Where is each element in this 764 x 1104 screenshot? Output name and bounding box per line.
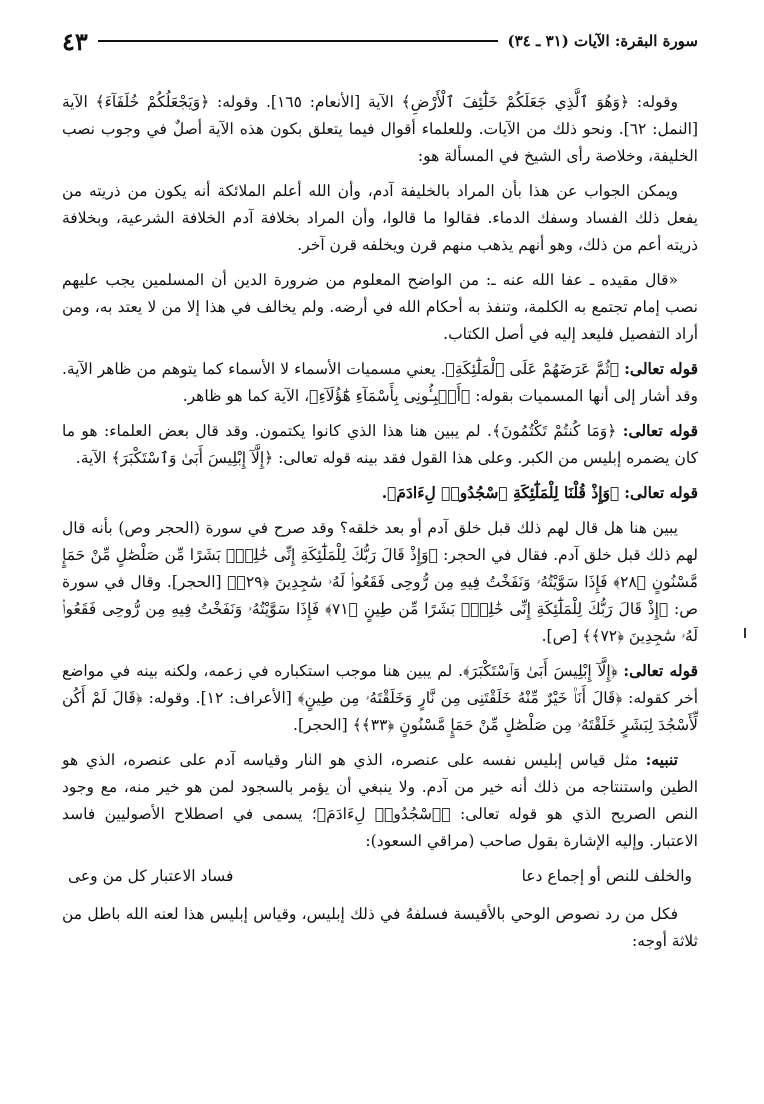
verse-second-hemistich: فساد الاعتبار كل من وعى — [68, 867, 234, 885]
poetry-verse — [68, 862, 692, 890]
paragraph-text: ﴿وَإِذْ قُلْنَا لِلْمَلَٰٓئِكَةِ ٱسْجُدُوا۟ لِءَادَمَ﴾. — [381, 483, 620, 502]
paragraph — [62, 900, 698, 955]
paragraph-text: ويمكن الجواب عن هذا بأن المراد بالخليفة آدم، وأن الله أعلم الملائكة أنه يكون من ذريته من يفعل ذلك الفساد وسفك الدماء. فقالوا ما قالوا، وأن المراد بخلافة آدم الخلافة الشرعية، وبخلافة ذريته أعم من ذلك، وهو أنهم يذهب منهم قرن ويخلفه قرن آخر. — [62, 182, 698, 254]
verse-first-hemistich: والخلف للنص أو إجماع دعا — [521, 867, 692, 885]
paragraph — [62, 657, 698, 739]
paragraph-text: ﴿إِلَّآ إِبْلِيسَ أَبَىٰ وَٱسْتَكْبَرَ﴾. لم يبين هنا موجب استكباره في زعمه، ولكنه بينه في مواضع أخر كقوله: ﴿قَالَ أَنَا۠ خَيْرٌ مِّنْهُ خَلَقْتَنِى مِن نَّارٍ وَخَلَقْتَهُۥ مِن طِينٍ﴾ [الأعراف: ١٢]. وقوله: ﴿قَالَ لَمْ أَكُن لِّأَسْجُدَ لِبَشَرٍ خَلَقْتَهُۥ مِن صَلْصَٰلٍ مِّنْ حَمَإٍ مَّسْنُونٍ ﴿٣٣﴾﴾ [الحجر]. — [62, 662, 698, 734]
paragraph — [62, 479, 698, 507]
paragraph — [62, 177, 698, 259]
paragraph — [62, 417, 698, 472]
paragraph-lead: قوله تعالى: — [624, 359, 698, 378]
paragraph-text: مثل قياس إبليس نفسه على عنصره، الذي هو النار وقياسه آدم على عنصره، الذي هو الطين واستنتاجه من ذلك أنه خير من آدم. ولا ينبغي أن يؤمر بالسجود لمن هو خير منه، مع وجود النص الصريح الذي هو قوله تعالى: ﴿ٱسْجُدُوا۟ لِءَادَمَ﴾؛ يسمى في اصطلاح الأصوليين فاسد الاعتبار. وإليه الإشارة بقول صاحب (مراقي السعود): — [62, 751, 698, 850]
margin-mark — [744, 628, 746, 638]
paragraph-text: «قال مقيده ـ عفا الله عنه ـ: من الواضح المعلوم من ضرورة الدين أن المسلمين يجب عليهم نصب إمام تجتمع به الكلمة، وتنفذ به أحكام الله في أرضه. ولم يخالف في هذا إلا من لا يعتد به، ومن أراد التفصيل فليعد إليه في أصل الكتاب. — [62, 271, 698, 343]
paragraph-lead: تنبيه: — [645, 750, 678, 769]
paragraph-text: ﴿ثُمَّ عَرَضَهُمْ عَلَى ٱلْمَلَٰٓئِكَةِ﴾. يعني مسميات الأسماء لا الأسماء كما يتوهم من ظاهر الآية. وقد أشار إلى أنها المسميات بقوله: ﴿أَنۢبِـُٔونِى بِأَسْمَآءِ هَٰٓؤُلَآءِ﴾، الآية كما هو ظاهر. — [62, 360, 698, 405]
paragraph-text: وقوله: ﴿وَهُوَ ٱلَّذِي جَعَلَكُمْ خَلَٰٓئِفَ ٱلْأَرْضِ﴾ الآية [الأنعام: ١٦٥]. وقوله: ﴿وَيَجْعَلُكُمْ خُلَفَآءَ﴾ الآية [النمل: ٦٢]. ونحو ذلك من الآيات. وللعلماء أقوال فيما يتعلق بكون هذه الآية أصلٌ في وجوب نصب الخليفة، وخلاصة رأى الشيخ في المسألة هو: — [62, 93, 698, 165]
paragraph — [62, 514, 698, 650]
paragraph-lead: قوله تعالى: — [624, 483, 698, 502]
page-number: ٤٣ — [62, 26, 88, 56]
paragraph-text: يبين هنا هل قال لهم ذلك قبل خلق آدم أو بعد خلقه؟ وقد صرح في سورة (الحجر وص) بأنه قال لهم ذلك قبل خلق آدم. فقال في الحجر: ﴿وَإِذْ قَالَ رَبُّكَ لِلْمَلَٰٓئِكَةِ إِنِّى خَٰلِقٌۢ بَشَرًا مِّن صَلْصَٰلٍ مِّنْ حَمَإٍ مَّسْنُونٍ ﴿٢٨﴾ فَإِذَا سَوَّيْتُهُۥ وَنَفَخْتُ فِيهِ مِن رُّوحِى فَقَعُوا۟ لَهُۥ سَٰجِدِينَ ﴿٢٩﴾﴾ [الحجر]. وقال في سورة ص: ﴿إِذْ قَالَ رَبُّكَ لِلْمَلَٰٓئِكَةِ إِنِّى خَٰلِقٌۢ بَشَرًا مِّن طِينٍ ﴿٧١﴾ فَإِذَا سَوَّيْتُهُۥ وَنَفَخْتُ فِيهِ مِن رُّوحِى فَقَعُوا۟ لَهُۥ سَٰجِدِينَ ﴿٧٢﴾﴾ [ص]. — [62, 519, 698, 645]
paragraph-lead: قوله تعالى: — [622, 421, 698, 440]
paragraph-lead: قوله تعالى: — [623, 661, 698, 680]
body-text — [62, 88, 698, 955]
paragraph-text: ﴿وَمَا كُنتُمْ تَكْتُمُونَ﴾. لم يبين هنا هذا الذي كانوا يكتمون. وقد قال بعض العلماء: هو ما كان يضمره إبليس من الكبر. وعلى هذا القول فقد بينه قوله تعالى: ﴿إِلَّآ إِبْلِيسَ أَبَىٰ وَٱسْتَكْبَرَ﴾ الآية. — [62, 422, 698, 467]
paragraph-text: فكل من رد نصوص الوحي بالأقيسة فسلفهُ في ذلك إبليس، وقياس إبليس هذا لعنه الله باطل من ثلاثة أوجه: — [62, 905, 698, 950]
header-rule — [98, 40, 498, 42]
paragraph — [62, 266, 698, 348]
paragraph — [62, 88, 698, 170]
running-header-title: سورة البقرة: الآيات (٣١ ـ ٣٤) — [507, 32, 698, 50]
running-header — [62, 24, 698, 58]
paragraph — [62, 355, 698, 410]
paragraph — [62, 746, 698, 855]
